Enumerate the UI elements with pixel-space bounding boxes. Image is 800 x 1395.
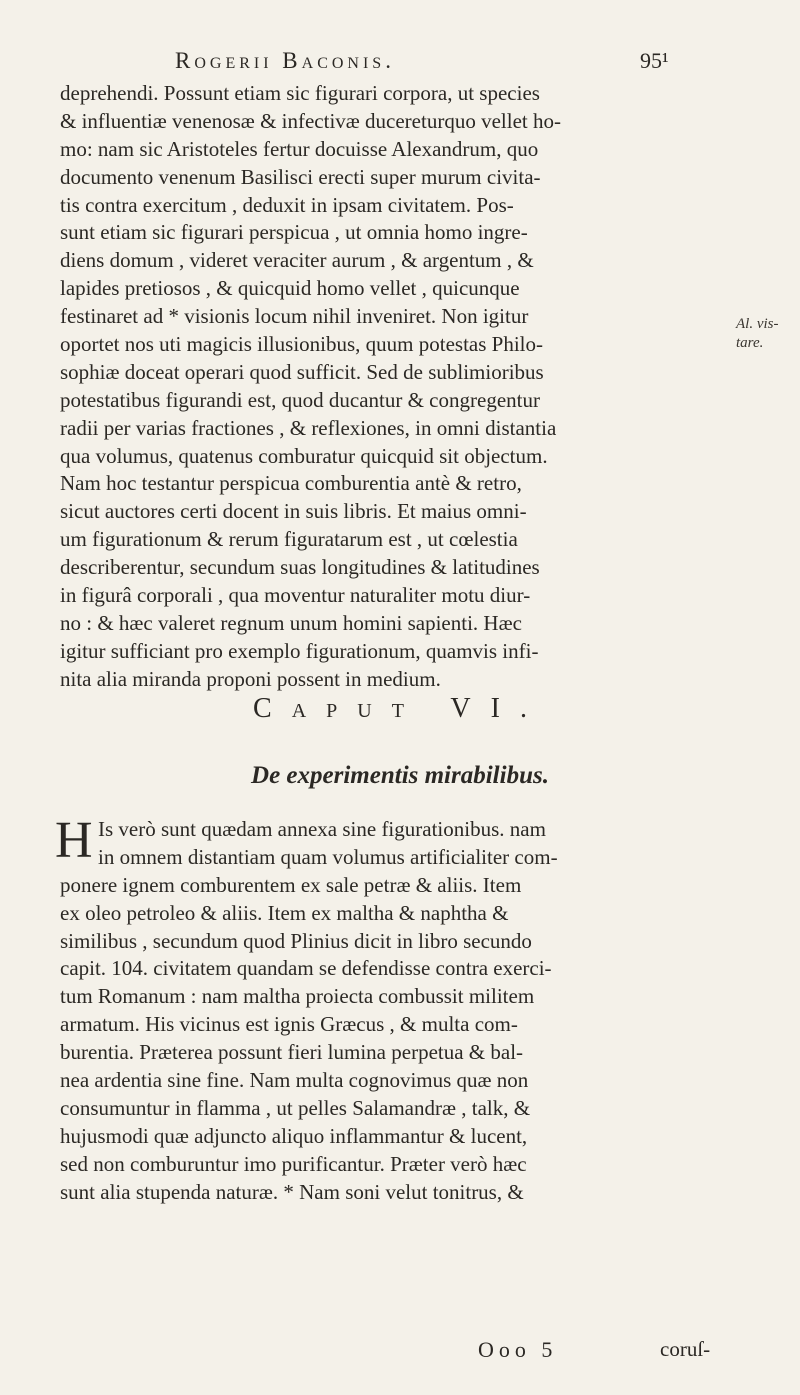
text-line: no : & hæc valeret regnum unum homini sapienti. Hæc (60, 610, 522, 635)
text-line: in figurâ corporali , qua moventur naturaliter motu diur- (60, 583, 531, 608)
text-line: deprehendi. Possunt etiam sic figurari corpora, ut species (60, 81, 540, 105)
text-line: oportet nos uti magicis illusionibus, quum potestas Philo- (60, 332, 543, 357)
chapter-subtitle: De experimentis mirabilibus. (251, 762, 549, 789)
text-line: Nam hoc testantur perspicua comburentia antè & retro, (60, 471, 522, 496)
margin-note: Al. vis- tare. (736, 316, 779, 351)
text-line: consumuntur in flamma , ut pelles Salamandræ , talk, & (60, 1095, 531, 1120)
text-line: ponere ignem comburentem ex sale petræ & aliis. Item (60, 872, 522, 897)
chapter-heading: Caput VI. (253, 693, 547, 724)
text-line: ex oleo petroleo & aliis. Item ex maltha & naphtha & (60, 900, 509, 925)
text-line: similibus , secundum quod Plinius dicit in libro secundo (60, 928, 532, 953)
running-title: Rogerii Baconis. (175, 48, 395, 73)
text-line: burentia. Præterea possunt fieri lumina perpetua & bal- (60, 1040, 524, 1065)
text-line: in omnem distantiam quam volumus artificialiter com- (98, 844, 558, 869)
text-line: sophiæ doceat operari quod sufficit. Sed de sublimioribus (60, 359, 544, 384)
text-line: igitur sufficiant pro exemplo figurationum, quamvis infi- (60, 638, 539, 663)
running-head (0, 48, 800, 82)
text-line: um figurationum & rerum figuratarum est , ut cœlestia (60, 527, 518, 552)
text-line: potestatibus figurandi est, quod ducantur & congregentur (60, 387, 540, 412)
text-line: tum Romanum : nam maltha proiecta combussit militem (60, 984, 535, 1009)
text-line: hujusmodi quæ adjuncto aliquo inflammantur & lucent, (60, 1123, 528, 1148)
text-line: festinaret ad * visionis locum nihil inveniret. Non igitur (60, 304, 529, 329)
text-line: describerentur, secundum suas longitudines & latitudines (60, 555, 540, 580)
text-line: tis contra exercitum , deduxit in ipsam civitatem. Pos- (60, 192, 514, 217)
text-line: capit. 104. civitatem quandam se defendisse contra exerci- (60, 956, 552, 981)
signature-mark: Ooo 5 (478, 1337, 558, 1362)
text-line: sunt etiam sic figurari perspicua , ut omnia homo ingre- (60, 220, 528, 245)
text-line: qua volumus, quatenus comburatur quicquid sit objectum. (60, 443, 548, 468)
catchword: coruſ- (660, 1337, 711, 1361)
text-line: armatum. His vicinus est ignis Græcus , & multa com- (60, 1012, 518, 1037)
page-number: 95¹ (640, 48, 669, 73)
text-line: sed non comburuntur imo purificantur. Præter verò hæc (60, 1151, 527, 1176)
text-line: diens domum , videret veraciter aurum , & argentum , & (60, 248, 534, 273)
text-line: sicut auctores certi docent in suis libris. Et maius omni- (60, 499, 527, 524)
text-line: documento venenum Basilisci erecti super murum civita- (60, 164, 541, 189)
text-line: radii per varias fractiones , & reflexiones, in omni distantia (60, 415, 557, 440)
text-line: nea ardentia sine fine. Nam multa cognovimus quæ non (60, 1068, 529, 1093)
text-line: Is verò sunt quædam annexa sine figurationibus. nam (98, 817, 546, 841)
text-line: sunt alia stupenda naturæ. * Nam soni velut tonitrus, & (60, 1179, 524, 1204)
body-paragraph-2 (60, 816, 740, 1206)
text-line: lapides pretiosos , & quicquid homo vellet , quicunque (60, 276, 520, 301)
text-line: mo: nam sic Aristoteles fertur docuisse Alexandrum, quo (60, 136, 539, 161)
body-paragraph-1 (60, 80, 730, 694)
text-line: nita alia miranda proponi possent in medium. (60, 666, 441, 691)
text-line: & influentiæ venenosæ & infectivæ ducereturquo vellet ho- (60, 108, 561, 133)
drop-cap: H (55, 812, 93, 869)
